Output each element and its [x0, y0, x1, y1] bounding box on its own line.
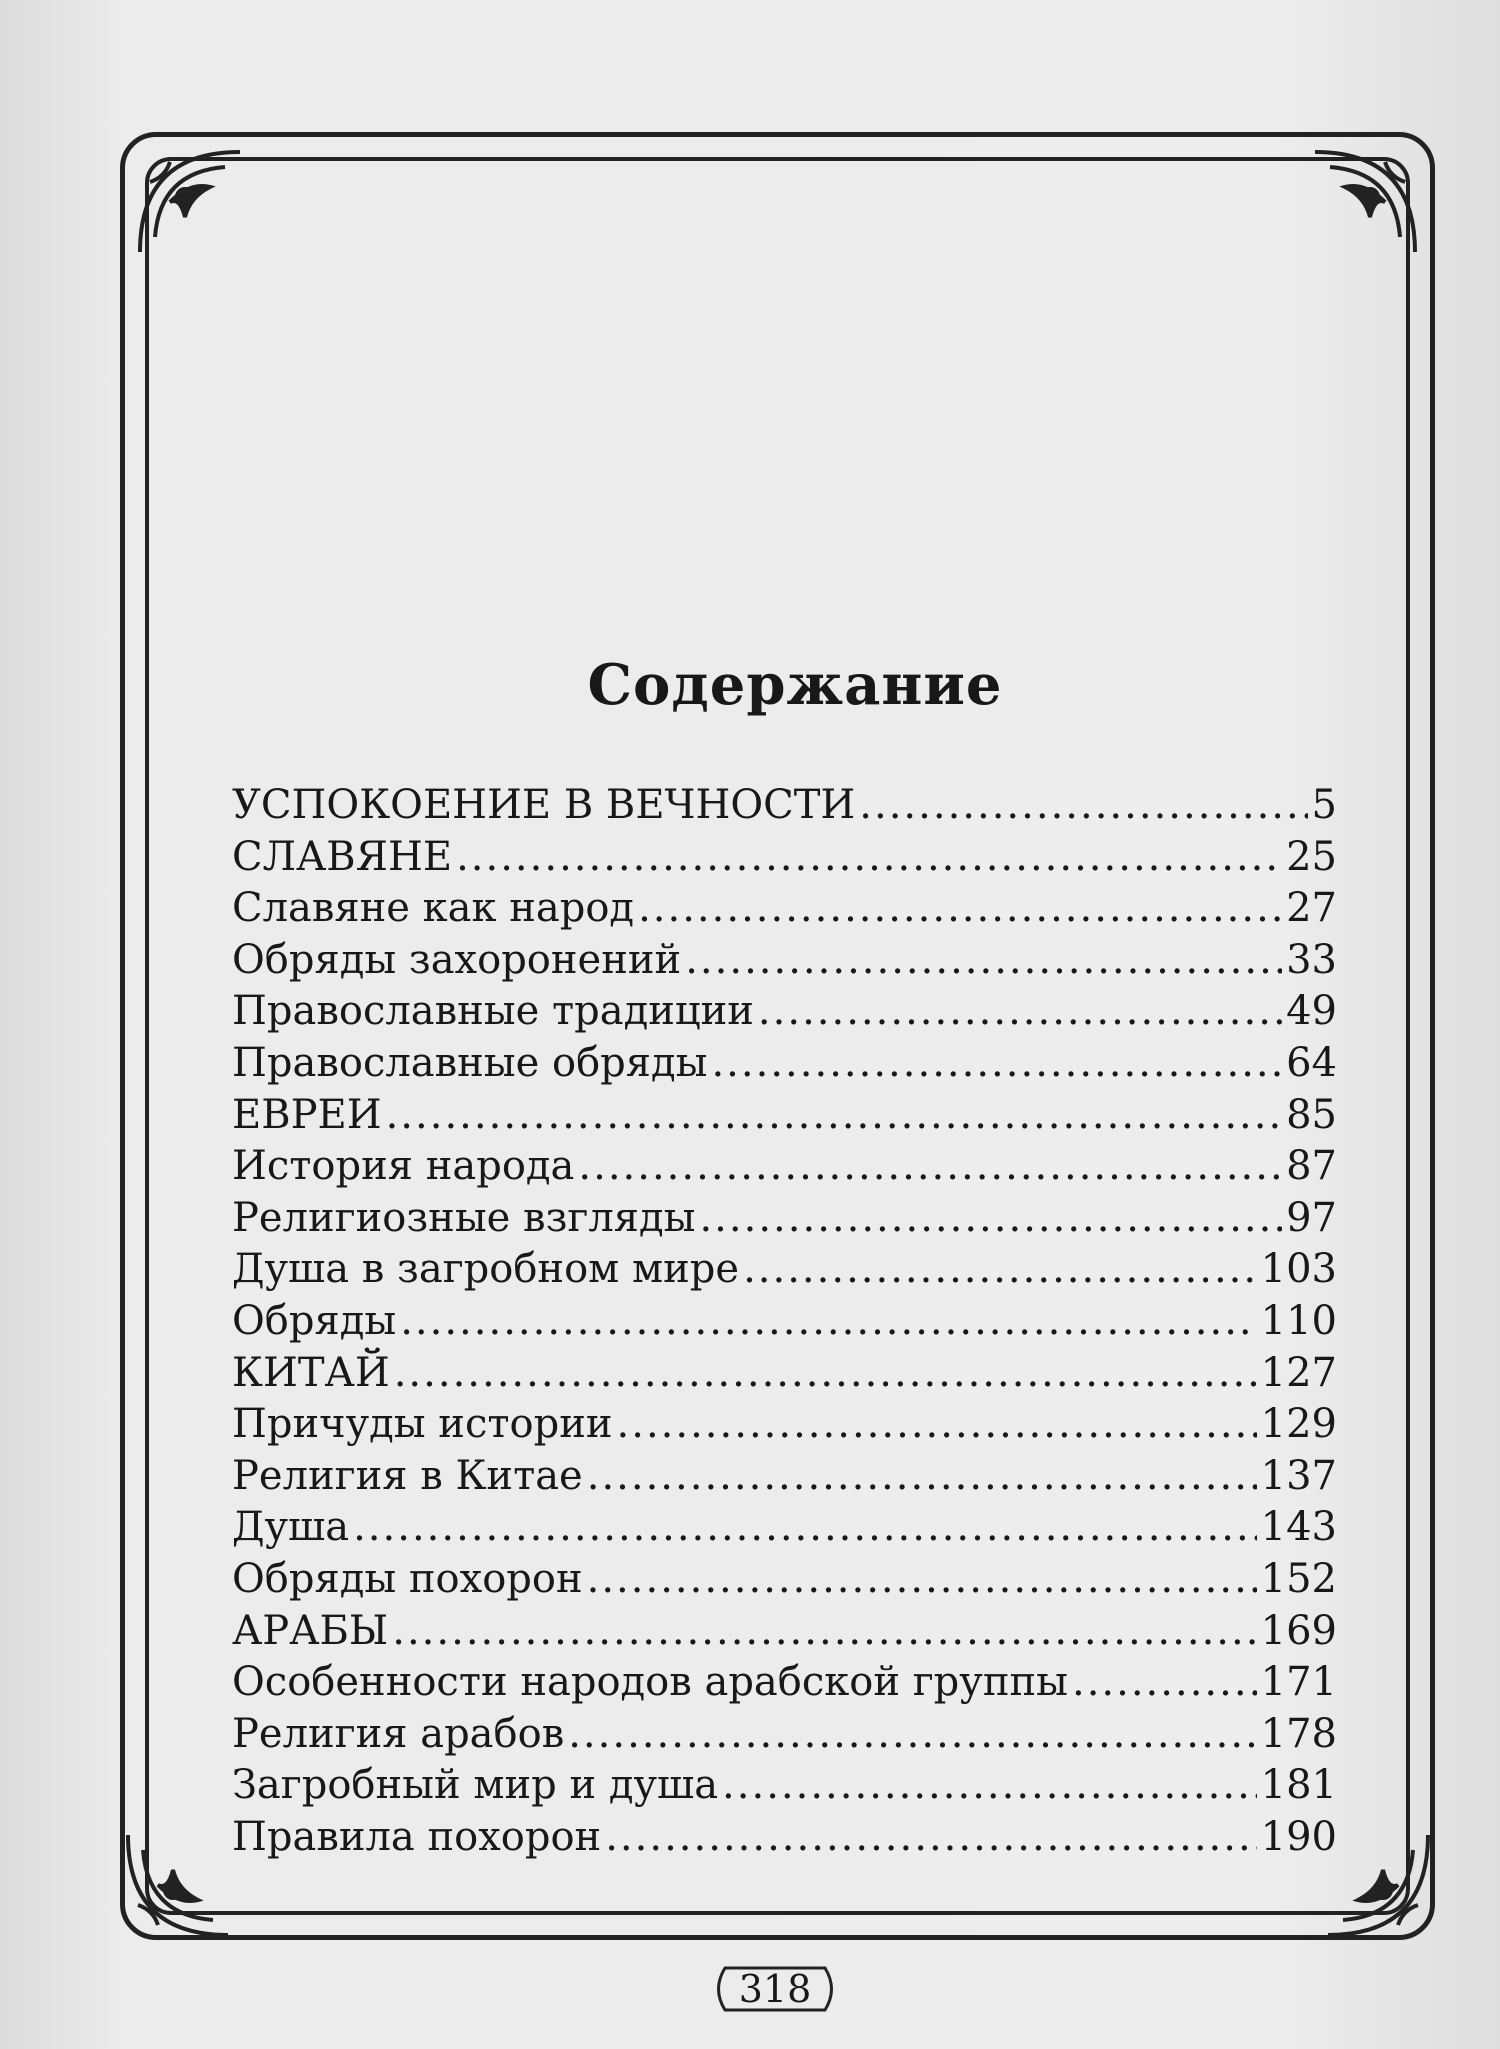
- toc-entry: [232, 832, 1337, 884]
- toc-entry-page: 85: [1286, 1091, 1337, 1138]
- toc-entry: [232, 1244, 1337, 1296]
- toc-entry-label: АРАБЫ: [232, 1607, 389, 1654]
- toc-leader-dots: [568, 1709, 1256, 1761]
- toc-entry-label: Православные обряды: [232, 1039, 708, 1086]
- toc-entry-page: 33: [1286, 936, 1337, 983]
- toc-entry-label: ЕВРЕИ: [232, 1091, 382, 1138]
- toc-leader-dots: [605, 1812, 1256, 1864]
- toc-entry: [232, 986, 1337, 1038]
- toc-entry-label: Религия арабов: [232, 1710, 565, 1757]
- toc-entry-label: УСПОКОЕНИЕ В ВЕЧНОСТИ: [232, 782, 856, 828]
- toc-leader-dots: [394, 1348, 1257, 1400]
- toc-entry-label: Обряды захоронений: [232, 936, 682, 983]
- toc-entry-page: 152: [1260, 1555, 1337, 1602]
- toc-entry-label: Обряды: [232, 1297, 397, 1344]
- toc-entry-page: 103: [1260, 1246, 1337, 1293]
- toc-entry: [232, 935, 1337, 987]
- toc-entry: [232, 883, 1337, 935]
- toc-leader-dots: [353, 1502, 1257, 1554]
- toc-entry: [232, 1348, 1337, 1400]
- toc-entry-label: Загробный мир и душа: [232, 1762, 719, 1809]
- table-of-contents: [232, 780, 1337, 1863]
- toc-entry-page: 87: [1286, 1143, 1337, 1190]
- toc-leader-dots: [392, 1606, 1256, 1658]
- toc-entry-page: 127: [1260, 1349, 1337, 1396]
- toc-entry-label: КИТАЙ: [232, 1349, 390, 1396]
- toc-entry-page: 181: [1260, 1762, 1337, 1809]
- toc-leader-dots: [400, 1296, 1256, 1348]
- toc-entry: [232, 1554, 1337, 1606]
- toc-entry: [232, 1502, 1337, 1554]
- toc-entry-label: Религиозные взгляды: [232, 1194, 696, 1241]
- corner-ornament-icon: [1305, 142, 1425, 262]
- toc-leader-dots: [638, 883, 1282, 935]
- corner-ornament-icon: [130, 142, 250, 262]
- toc-entry: [232, 1709, 1337, 1761]
- toc-entry-page: 27: [1286, 885, 1337, 932]
- page-number: 318: [738, 1967, 812, 2011]
- toc-leader-dots: [1072, 1657, 1257, 1709]
- toc-leader-dots: [743, 1244, 1257, 1296]
- toc-entry-label: Славяне как народ: [232, 885, 635, 932]
- toc-entry-label: Православные традиции: [232, 988, 754, 1035]
- toc-entry: [232, 1657, 1337, 1709]
- toc-leader-dots: [578, 1141, 1282, 1193]
- toc-entry-page: 190: [1260, 1813, 1337, 1860]
- toc-leader-dots: [722, 1760, 1257, 1812]
- toc-entry: [232, 1193, 1337, 1245]
- toc-entry: [232, 1399, 1337, 1451]
- corner-ornament-icon: [118, 1825, 238, 1945]
- toc-leader-dots: [386, 1090, 1283, 1142]
- toc-entry-label: Обряды похорон: [232, 1555, 583, 1602]
- toc-entry-label: СЛАВЯНЕ: [232, 833, 453, 880]
- toc-entry-page: 171: [1260, 1659, 1337, 1706]
- toc-entry-page: 49: [1286, 988, 1337, 1035]
- toc-entry: [232, 1760, 1337, 1812]
- toc-entry-label: Правила похорон: [232, 1813, 602, 1860]
- toc-entry-page: 110: [1260, 1297, 1337, 1344]
- toc-entry-label: Религия в Китае: [232, 1452, 583, 1499]
- toc-entry: [232, 1812, 1337, 1864]
- toc-entry: [232, 1141, 1337, 1193]
- page-number-badge: [710, 1960, 840, 2018]
- toc-entry-label: Причуды истории: [232, 1401, 613, 1448]
- toc-entry-page: 143: [1260, 1504, 1337, 1551]
- toc-leader-dots: [685, 935, 1282, 987]
- toc-entry: [232, 1606, 1337, 1658]
- toc-leader-dots: [587, 1451, 1257, 1503]
- toc-leader-dots: [587, 1554, 1257, 1606]
- toc-entry-label: Душа: [232, 1504, 350, 1551]
- toc-entry-page: 137: [1260, 1452, 1337, 1499]
- toc-entry-page: 25: [1286, 833, 1337, 880]
- toc-entry-page: 129: [1260, 1401, 1337, 1448]
- toc-entry: [232, 780, 1337, 832]
- toc-entry-label: История народа: [232, 1143, 575, 1190]
- toc-entry-page: 169: [1260, 1607, 1337, 1654]
- toc-entry: [232, 1296, 1337, 1348]
- toc-leader-dots: [456, 832, 1282, 884]
- toc-entry: [232, 1038, 1337, 1090]
- toc-entry-page: 64: [1286, 1039, 1337, 1086]
- toc-entry: [232, 1451, 1337, 1503]
- toc-entry-page: 5: [1311, 782, 1337, 828]
- toc-leader-dots: [758, 986, 1282, 1038]
- toc-entry-page: 97: [1286, 1194, 1337, 1241]
- toc-leader-dots: [617, 1399, 1257, 1451]
- toc-entry: [232, 1090, 1337, 1142]
- toc-leader-dots: [699, 1193, 1282, 1245]
- toc-leader-dots: [711, 1038, 1282, 1090]
- toc-entry-label: Душа в загробном мире: [232, 1246, 740, 1293]
- toc-entry-page: 178: [1260, 1710, 1337, 1757]
- toc-leader-dots: [859, 780, 1307, 832]
- toc-entry-label: Особенности народов арабской группы: [232, 1659, 1068, 1706]
- page-title: Содержание: [587, 652, 1003, 718]
